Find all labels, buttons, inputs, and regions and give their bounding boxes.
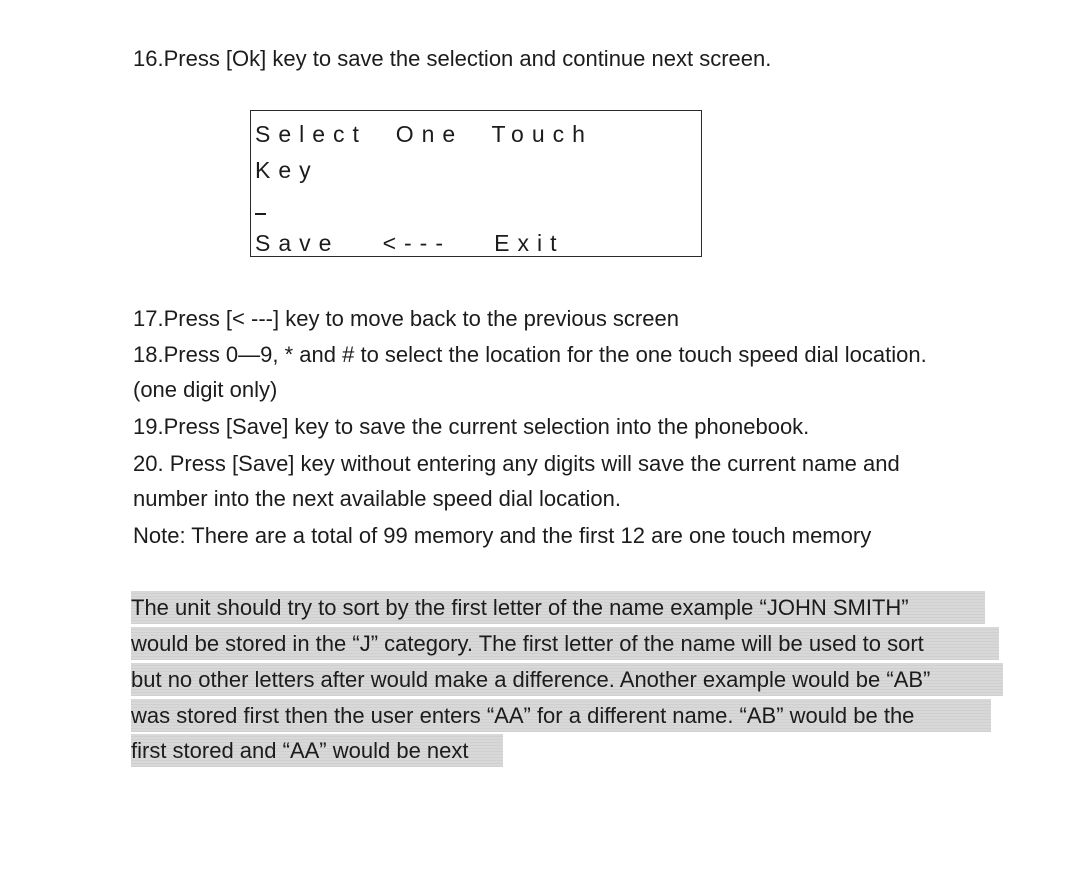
- step-17-text: 17.Press [< ---] key to move back to the previous screen: [133, 306, 679, 331]
- highlight-line: but no other letters after would make a difference. Another example would be “AB”: [131, 663, 1003, 696]
- highlighted-paragraph: [131, 586, 1001, 768]
- lcd-row-subtitle: Key: [255, 157, 319, 183]
- step-18-text: 18.Press 0—9, * and # to select the location for the one touch speed dial location.: [133, 342, 927, 367]
- memory-note: Note: There are a total of 99 memory and the first 12 are one touch memory: [133, 523, 872, 548]
- lcd-cursor: [255, 213, 266, 215]
- step-20-text: 20. Press [Save] key without entering any digits will save the current name and: [133, 451, 900, 476]
- lcd-row-softkeys: Save <--- Exit: [255, 230, 565, 256]
- step-18-continuation: (one digit only): [133, 377, 278, 402]
- highlight-line: The unit should try to sort by the first letter of the name example “JOHN SMITH”: [131, 591, 985, 624]
- highlight-line: first stored and “AA” would be next: [131, 734, 503, 767]
- lcd-screen-mockup: [250, 110, 702, 257]
- highlight-line: was stored first then the user enters “AA” for a different name. “AB” would be the: [131, 699, 991, 732]
- highlight-line: would be stored in the “J” category. The first letter of the name will be used to sort: [131, 627, 999, 660]
- step-20-continuation: number into the next available speed dial location.: [133, 486, 621, 511]
- step-16-text: 16.Press [Ok] key to save the selection and continue next screen.: [133, 46, 772, 71]
- step-19-text: 19.Press [Save] key to save the current selection into the phonebook.: [133, 414, 810, 439]
- lcd-row-title: Select One Touch: [255, 121, 593, 147]
